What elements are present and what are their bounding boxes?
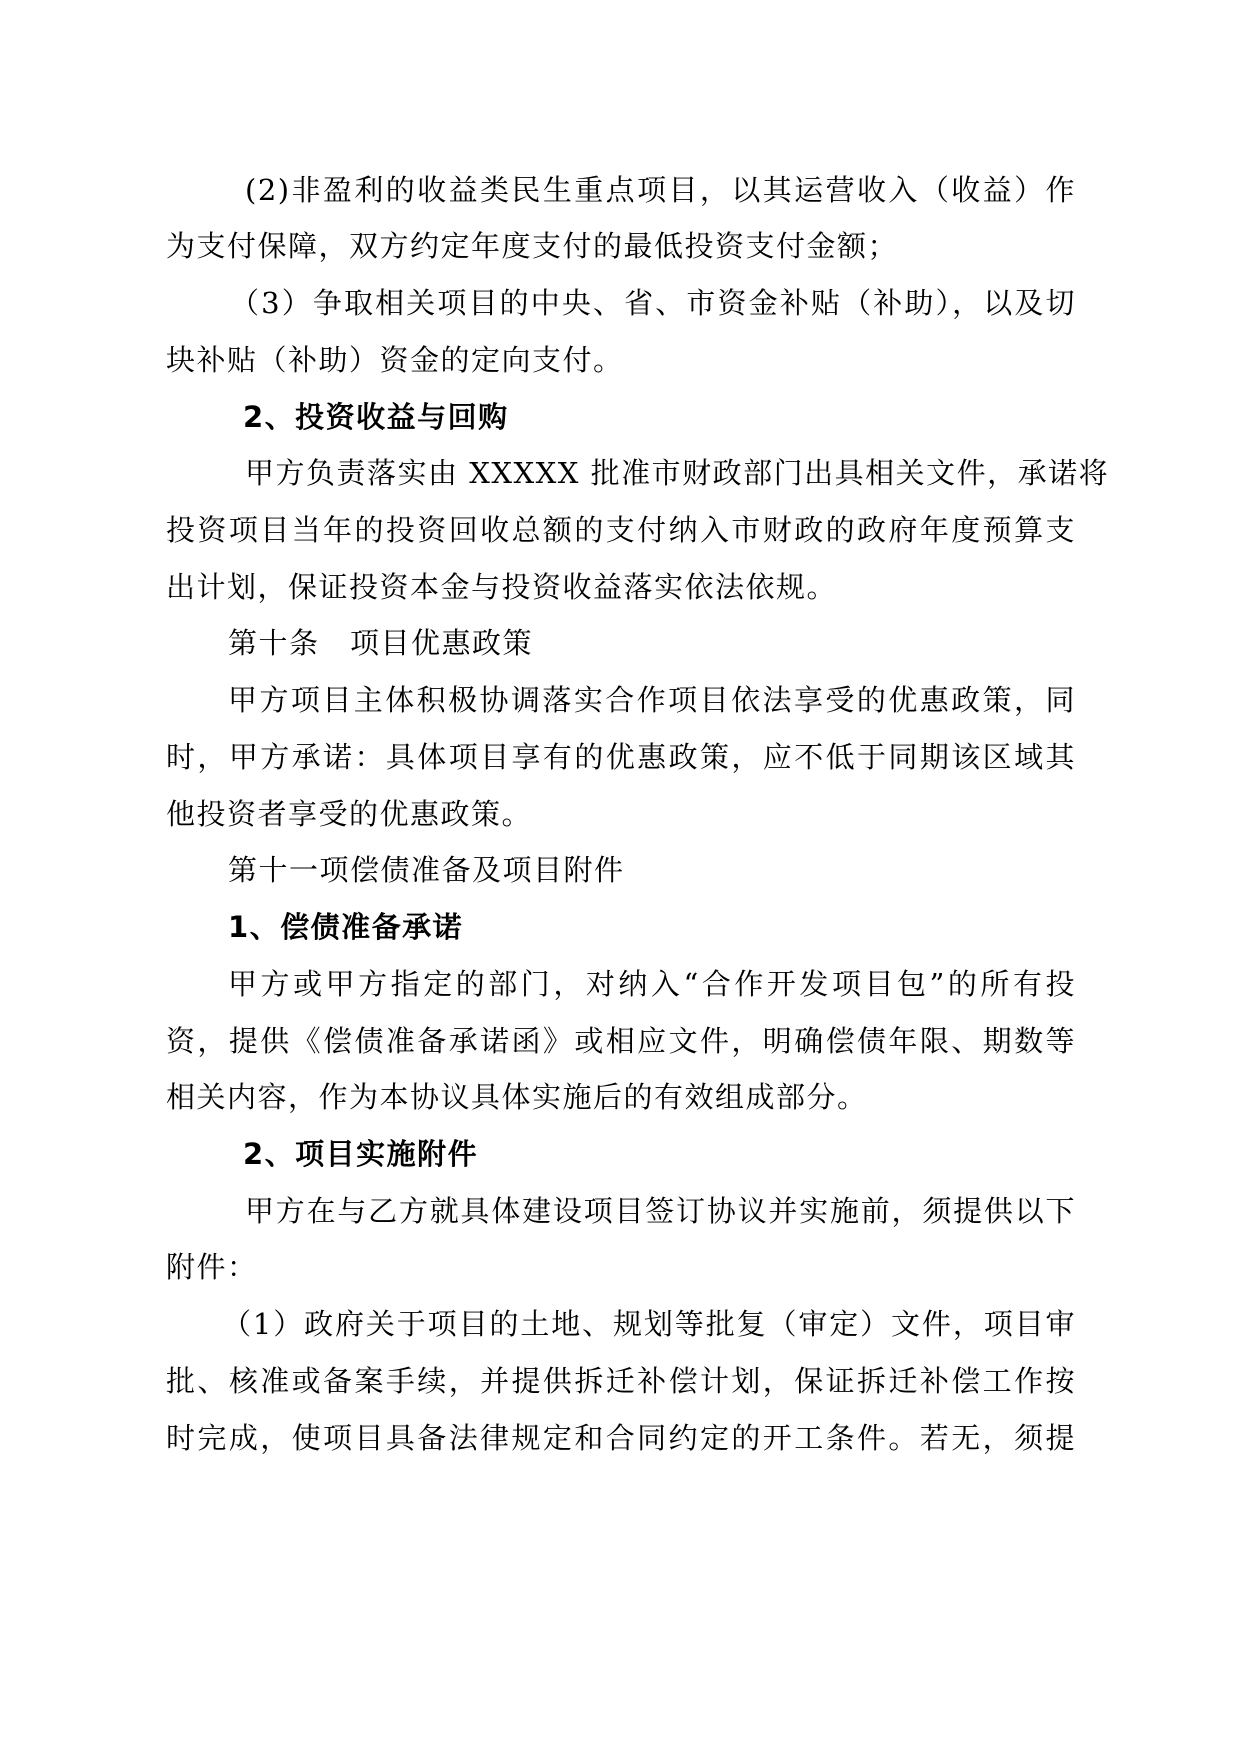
paragraph-line: 时，甲方承诺：具体项目享有的优惠政策，应不低于同期该区域其 [166, 740, 1076, 774]
paragraph-line: 甲方在与乙方就具体建设项目签订协议并实施前，须提供以下 [245, 1194, 1076, 1228]
paragraph-line: （3）争取相关项目的中央、省、市资金补贴（补助），以及切 [230, 286, 1076, 320]
section-heading: 2、投资收益与回购 [243, 400, 509, 434]
article-heading: 第十条 项目优惠政策 [228, 626, 534, 660]
paragraph-line: 出计划，保证投资本金与投资收益落实依法依规。 [166, 570, 838, 604]
paragraph-line: 时完成，使项目具备法律规定和合同约定的开工条件。若无，须提 [166, 1421, 1076, 1455]
paragraph-line: 块补贴（补助）资金的定向支付。 [166, 343, 624, 377]
section-heading: 1、偿债准备承诺 [228, 910, 464, 944]
paragraph-line: 甲方负责落实由 XXXXX 批准市财政部门出具相关文件，承诺将 [245, 456, 1110, 490]
paragraph-line: （1）政府关于项目的土地、规划等批复（审定）文件，项目审 [222, 1307, 1076, 1341]
paragraph-line: 他投资者享受的优惠政策。 [166, 797, 533, 831]
paragraph-line: 甲方项目主体积极协调落实合作项目依法享受的优惠政策，同 [228, 683, 1076, 717]
article-heading: 第十一项偿债准备及项目附件 [228, 853, 625, 887]
paragraph-line: 为支付保障，双方约定年度支付的最低投资支付金额； [166, 229, 899, 263]
paragraph-line: 批、核准或备案手续，并提供拆迁补偿计划，保证拆迁补偿工作按 [166, 1364, 1076, 1398]
paragraph-line: 资，提供《偿债准备承诺函》或相应文件，明确偿债年限、期数等 [166, 1024, 1076, 1058]
paragraph-line: 相关内容，作为本协议具体实施后的有效组成部分。 [166, 1080, 868, 1114]
paragraph-line: 甲方或甲方指定的部门，对纳入“合作开发项目包”的所有投 [228, 967, 1076, 1001]
paragraph-line: 附件： [166, 1250, 258, 1284]
paragraph-line: 投资项目当年的投资回收总额的支付纳入市财政的政府年度预算支 [166, 513, 1076, 547]
section-heading: 2、项目实施附件 [243, 1137, 479, 1171]
paragraph-line: (2)非盈利的收益类民生重点项目，以其运营收入（收益）作 [245, 173, 1076, 207]
